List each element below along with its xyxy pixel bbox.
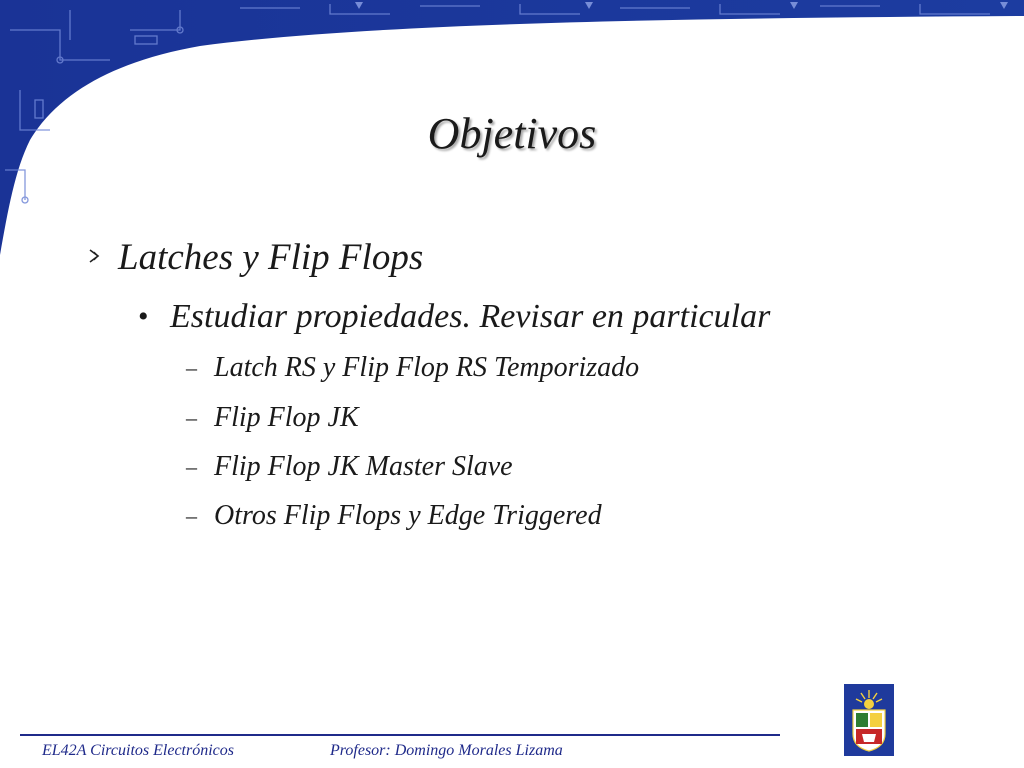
bullet-level3-text: Flip Flop JK bbox=[214, 402, 359, 433]
footer-professor: Profesor: Domingo Morales Lizama bbox=[330, 742, 563, 759]
footer-course: EL42A Circuitos Electrónicos bbox=[42, 742, 234, 759]
bullet-level3-item bbox=[186, 352, 639, 384]
bullet-level3-item bbox=[186, 500, 602, 532]
bullet-level1 bbox=[88, 236, 423, 279]
footer-divider bbox=[20, 734, 780, 736]
bullet-level3-text: Flip Flop JK Master Slave bbox=[214, 451, 513, 482]
en-dash-icon: – bbox=[186, 405, 197, 430]
bullet-level3-text: Latch RS y Flip Flop RS Temporizado bbox=[214, 352, 640, 383]
en-dash-icon: – bbox=[186, 454, 197, 479]
university-crest-icon bbox=[844, 684, 894, 756]
en-dash-icon: – bbox=[186, 503, 197, 528]
bullet-level3-text: Otros Flip Flops y Edge Triggered bbox=[214, 500, 602, 531]
bullet-level2-text: Estudiar propiedades. Revisar en particular bbox=[170, 298, 771, 335]
en-dash-icon: – bbox=[186, 355, 197, 380]
chevron-right-icon bbox=[88, 247, 118, 268]
page-title: Objetivos bbox=[427, 109, 597, 158]
bullet-level1-text: Latches y Flip Flops bbox=[118, 237, 424, 278]
bullet-level2 bbox=[138, 298, 770, 336]
bullet-dot-icon: • bbox=[138, 300, 149, 333]
bullet-level3-item bbox=[186, 451, 513, 483]
bullet-level3-item bbox=[186, 402, 359, 434]
